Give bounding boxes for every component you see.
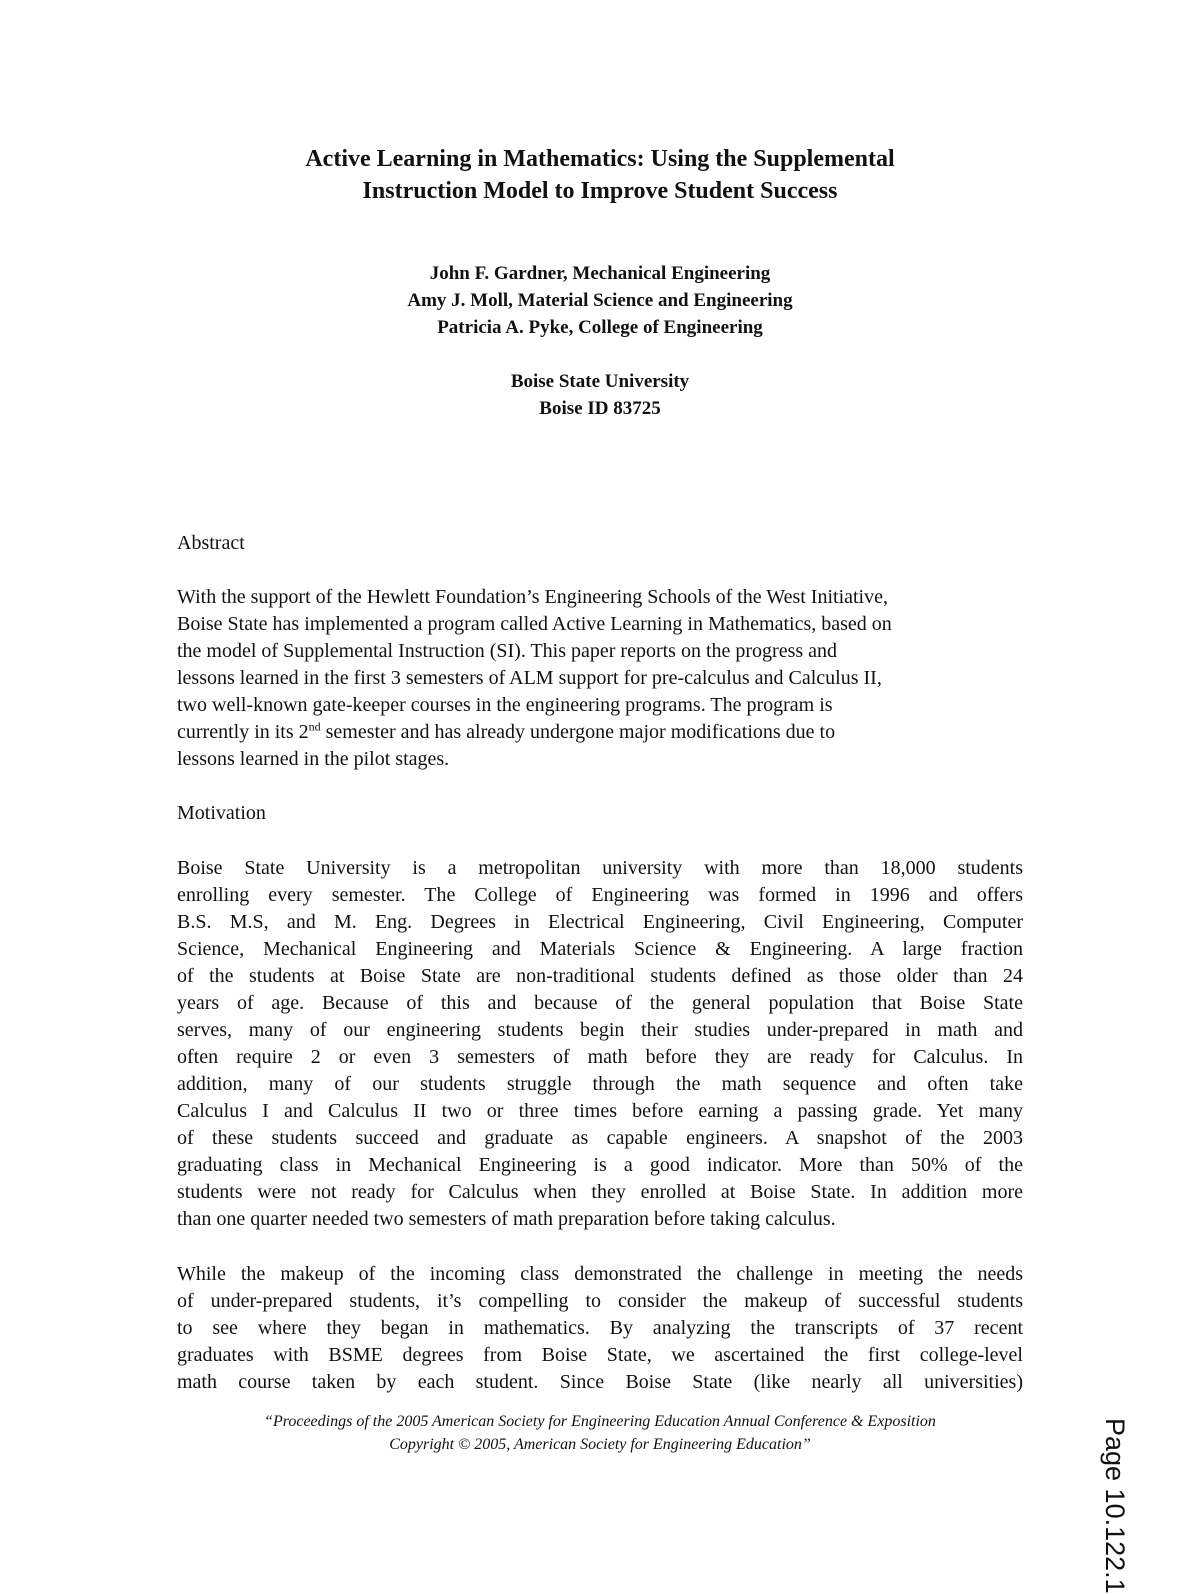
text-line: the model of Supplemental Instruction (SI). This paper reports on the progress and (177, 640, 838, 662)
paper-title (0, 143, 1200, 207)
text-line: With the support of the Hewlett Foundation’s Engineering Schools of the West Initiative, (177, 586, 888, 608)
author-list (0, 260, 1200, 341)
text-line: lessons learned in the first 3 semesters of ALM support for pre-calculus and Calculus II, (177, 667, 882, 689)
text-line: B.S. M.S, and M. Eng. Degrees in Electrical Engineering, Civil Engineering, Computer (177, 911, 1023, 933)
author-3: Patricia A. Pyke, College of Engineering (437, 317, 763, 338)
motivation-heading: Motivation (177, 802, 266, 824)
ordinal-superscript: nd (308, 719, 321, 734)
abstract-paragraph (177, 584, 1023, 773)
motivation-paragraph-1 (177, 855, 1023, 1233)
text-line: lessons learned in the pilot stages. (177, 748, 450, 770)
text-line: students were not ready for Calculus when they enrolled at Boise State. In addition more (177, 1181, 1023, 1203)
footer-line-1: “Proceedings of the 2005 American Society for Engineering Education Annual Conference & Exposition (264, 1413, 936, 1430)
title-line-1: Active Learning in Mathematics: Using the Supplemental (305, 146, 895, 172)
text-line: Calculus I and Calculus II two or three times before earning a passing grade. Yet many (177, 1100, 1023, 1122)
text-line: enrolling every semester. The College of Engineering was formed in 1996 and offers (177, 884, 1023, 906)
text-fragment: semester and has already undergone major modifications due to (320, 721, 836, 743)
text-line: of under-prepared students, it’s compelling to consider the makeup of successful students (177, 1290, 1023, 1312)
page-number: Page 10.122.1 (1100, 1418, 1130, 1594)
university-name: Boise State University (510, 371, 690, 392)
text-line: While the makeup of the incoming class demonstrated the challenge in meeting the needs (177, 1263, 1023, 1285)
text-line: addition, many of our students struggle through the math sequence and often take (177, 1073, 1023, 1095)
author-1: John F. Gardner, Mechanical Engineering (429, 263, 771, 284)
motivation-paragraph-2 (177, 1261, 1023, 1396)
text-line (177, 719, 1023, 746)
text-line: graduates with BSME degrees from Boise State, we ascertained the first college-level (177, 1344, 1023, 1366)
text-line: math course taken by each student. Since Boise State (like nearly all universities) (177, 1371, 1023, 1393)
author-2: Amy J. Moll, Material Science and Engineering (407, 290, 793, 311)
text-line: two well-known gate-keeper courses in the engineering programs. The program is (177, 694, 833, 716)
text-line: Boise State University is a metropolitan university with more than 18,000 students (177, 857, 1023, 879)
text-fragment: currently in its 2 (177, 721, 309, 743)
text-line: to see where they began in mathematics. By analyzing the transcripts of 37 recent (177, 1317, 1023, 1339)
text-line: often require 2 or even 3 semesters of math before they are ready for Calculus. In (177, 1046, 1023, 1068)
proceedings-footer (0, 1410, 1200, 1456)
text-line: than one quarter needed two semesters of math preparation before taking calculus. (177, 1208, 836, 1230)
university-address: Boise ID 83725 (539, 398, 661, 419)
text-line: years of age. Because of this and because of the general population that Boise State (177, 992, 1023, 1014)
text-line: Science, Mechanical Engineering and Materials Science & Engineering. A large fraction (177, 938, 1023, 960)
affiliation (0, 368, 1200, 422)
text-line: of these students succeed and graduate as capable engineers. A snapshot of the 2003 (177, 1127, 1023, 1149)
text-line: of the students at Boise State are non-traditional students defined as those older than 24 (177, 965, 1023, 987)
text-line: serves, many of our engineering students begin their studies under-prepared in math and (177, 1019, 1023, 1041)
footer-line-2: Copyright © 2005, American Society for Engineering Education” (389, 1436, 811, 1453)
abstract-heading: Abstract (177, 532, 245, 554)
title-line-2: Instruction Model to Improve Student Success (362, 178, 838, 204)
text-line: Boise State has implemented a program called Active Learning in Mathematics, based on (177, 613, 892, 635)
text-line: graduating class in Mechanical Engineering is a good indicator. More than 50% of the (177, 1154, 1023, 1176)
